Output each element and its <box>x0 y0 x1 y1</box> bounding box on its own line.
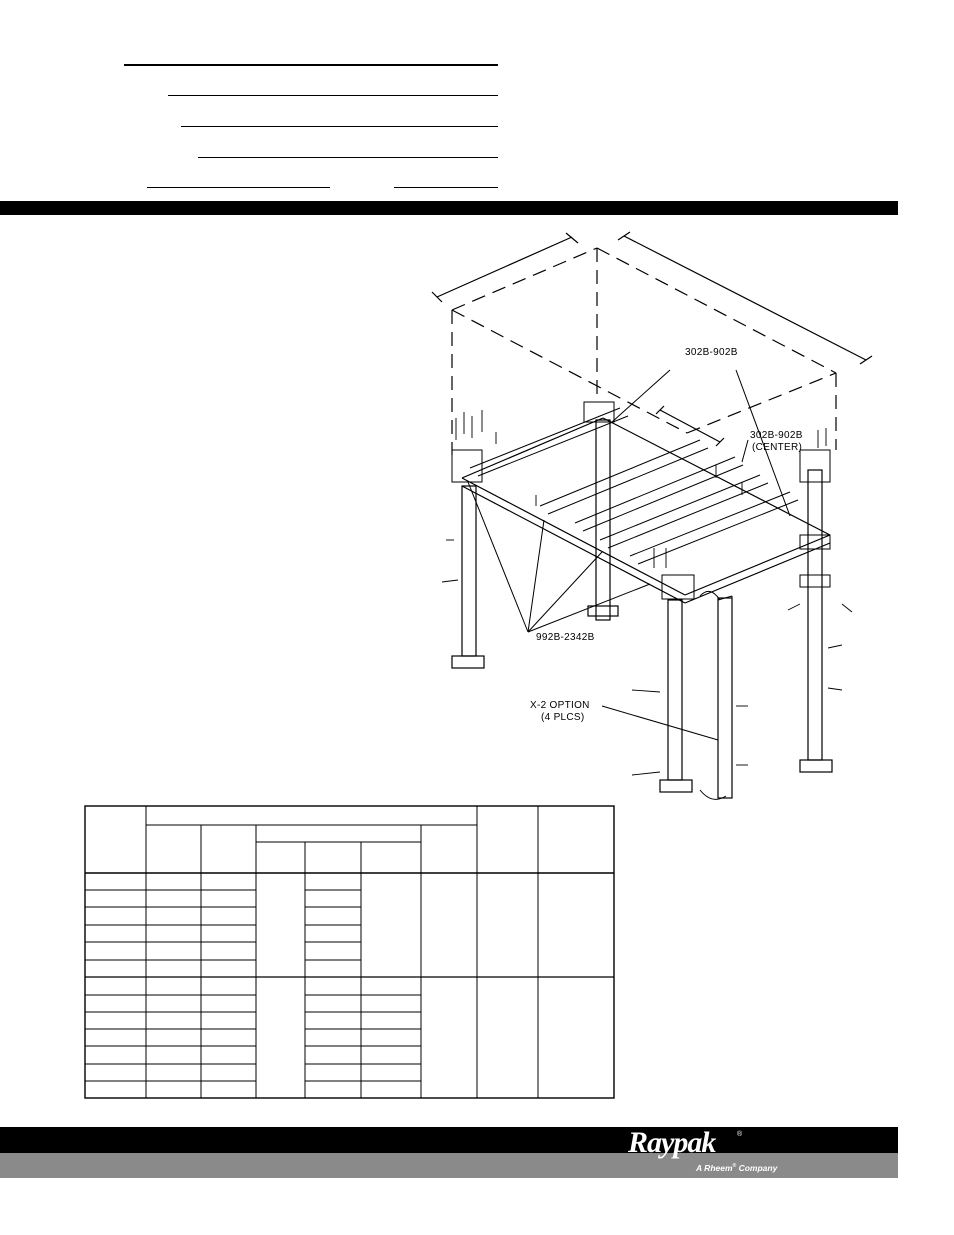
footer-black-band <box>0 1127 898 1153</box>
table-rows-group-1 <box>85 890 361 960</box>
logo-tagline <box>696 1163 777 1173</box>
registered-mark: ® <box>737 1131 743 1138</box>
table-rows-group-2 <box>85 995 421 1081</box>
callout-center-rail: 302B-902B <box>750 430 803 441</box>
callout-option-note: (4 PLCS) <box>541 712 585 723</box>
tagline-registered: ® <box>732 1163 737 1169</box>
callout-rail: 302B-902B <box>685 347 738 358</box>
tagline-text: A Rheem <box>696 1163 733 1173</box>
tagline-suffix: Company <box>738 1163 778 1173</box>
raypak-logo: Raypak <box>628 1126 716 1159</box>
callout-leg: 992B-2342B <box>536 632 595 643</box>
callout-option: X-2 OPTION <box>530 700 590 711</box>
callout-center-note: (CENTER) <box>752 442 803 453</box>
